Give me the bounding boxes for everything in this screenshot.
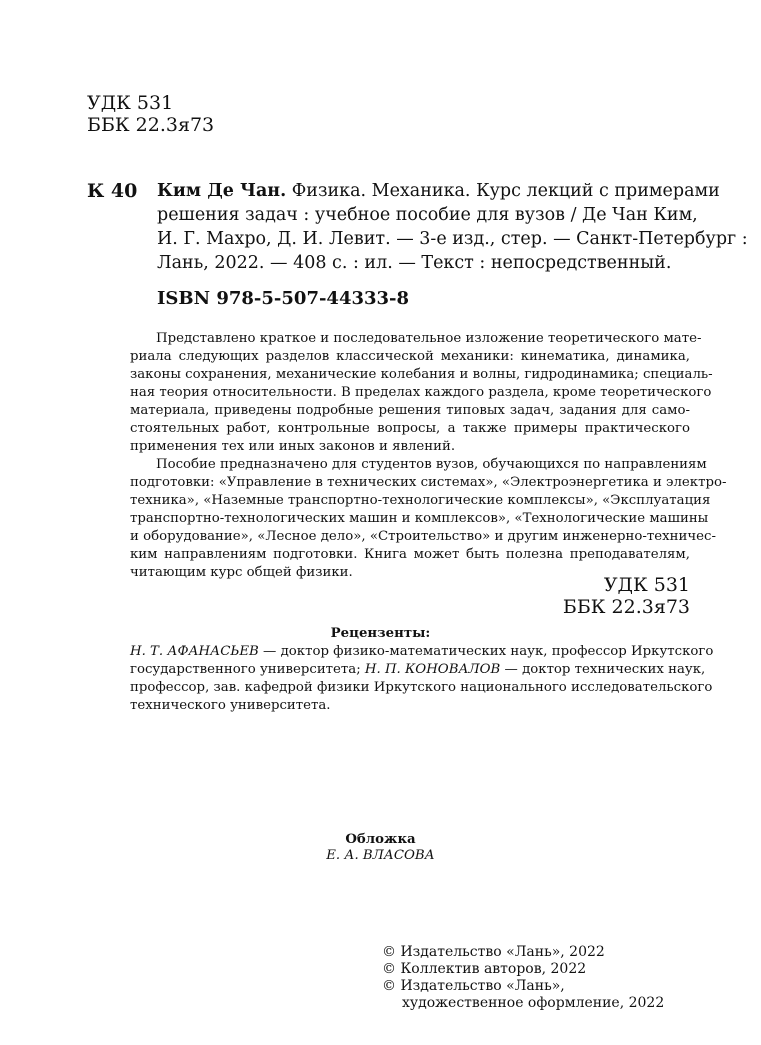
reviewers-line-1: Н. Т. АФАНАСЬЕВ — доктор физико-математических наук, профессор Иркутского (130, 644, 714, 659)
cover-designer: Е. А. ВЛАСОВА (326, 848, 435, 863)
abstract-line: транспортно-технологических машин и комплексов», «Технологические машины (130, 511, 709, 526)
reviewers-line-3: профессор, зав. кафедрой физики Иркутского национального исследовательского (130, 680, 713, 695)
biblio-line-3: И. Г. Махро, Д. И. Левит. — 3-е изд., стер. — Санкт-Петербург : (157, 229, 748, 249)
author-code: К 40 (87, 180, 138, 202)
biblio-author: Ким Де Чан. (157, 181, 287, 201)
classification-block-top (87, 92, 214, 136)
reviewers-line-4: технического университета. (130, 698, 331, 713)
copyright-line: © Издательство «Лань», 2022 (382, 944, 605, 960)
reviewer-1-name: Н. Т. АФАНАСЬЕВ (130, 644, 259, 659)
abstract (130, 330, 727, 582)
abstract-line: ная теория относительности. В пределах каждого раздела, кроме теоретического (130, 385, 712, 400)
abstract-line: ким направлениям подготовки. Книга может быть полезна преподавателям, (130, 547, 690, 562)
reviewers-line-2: государственного университета; Н. П. КОНОВАЛОВ — доктор технических наук, (130, 662, 706, 677)
copyright-line: © Издательство «Лань», (382, 978, 565, 994)
bbk-code: ББК 22.3я73 (87, 114, 215, 136)
abstract-line: материала, приведены подробные решения типовых задач, задания для само- (130, 403, 690, 418)
biblio-title: Физика. Механика. Курс лекций с примерами (286, 181, 720, 201)
abstract-line: техника», «Наземные транспортно-технологические комплексы», «Эксплуатация (130, 493, 711, 508)
abstract-line: применения тех или иных законов и явлений. (130, 439, 456, 454)
abstract-line: и оборудование», «Лесное дело», «Строительство» и другим инженерно-техничес- (130, 529, 716, 544)
reviewers (130, 643, 714, 715)
classification-block-right (560, 574, 690, 618)
copyright-block (382, 944, 664, 1012)
reviewers-title: Рецензенты: (330, 626, 431, 641)
abstract-line: Пособие предназначено для студентов вузов, обучающихся по направлениям (156, 457, 707, 472)
isbn: ISBN 978-5-507-44333-8 (157, 288, 410, 309)
udk-code: УДК 531 (603, 574, 690, 596)
copyright-line: художественное оформление, 2022 (402, 995, 665, 1011)
udk-code: УДК 531 (87, 92, 174, 114)
bbk-code: ББК 22.3я73 (562, 596, 690, 618)
abstract-line: Представлено краткое и последовательное изложение теоретического мате- (156, 331, 702, 346)
abstract-line: стоятельных работ, контрольные вопросы, а также примеры практического (130, 421, 690, 436)
abstract-line: подготовки: «Управление в технических системах», «Электроэнергетика и электро- (130, 475, 727, 490)
biblio-line-2: решения задач : учебное пособие для вузов / Де Чан Ким, (157, 205, 698, 225)
abstract-line: риала следующих разделов классической механики: кинематика, динамика, (130, 349, 690, 364)
biblio-line-1 (157, 179, 720, 203)
copyright-line: © Коллектив авторов, 2022 (382, 961, 587, 977)
bibliographic-record (157, 179, 748, 275)
biblio-line-4: Лань, 2022. — 408 с. : ил. — Текст : непосредственный. (157, 253, 672, 273)
abstract-line: законы сохранения, механические колебания и волны, гидродинамика; специаль- (130, 367, 713, 382)
cover-title: Обложка (345, 832, 416, 847)
reviewer-2-name: Н. П. КОНОВАЛОВ (364, 662, 501, 677)
abstract-line: читающим курс общей физики. (130, 565, 353, 580)
